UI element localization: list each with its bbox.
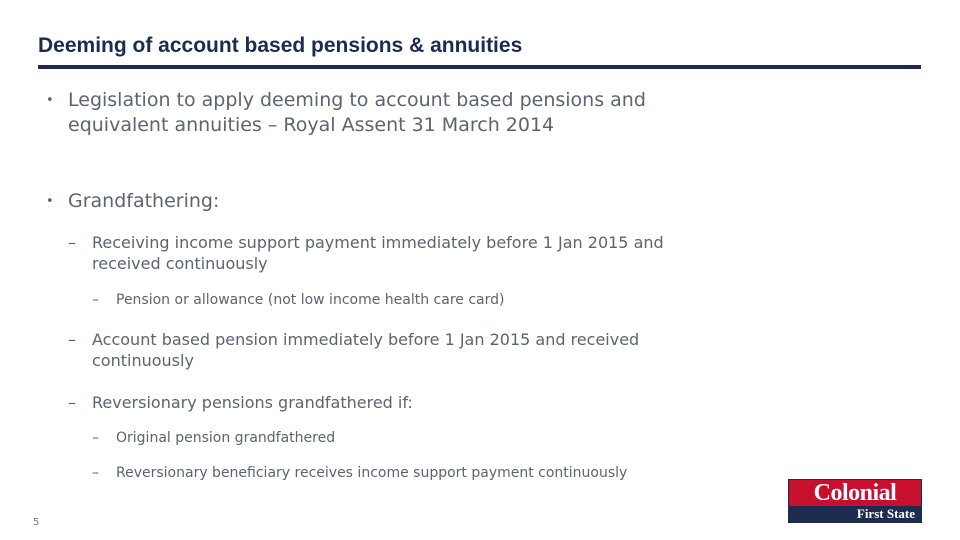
sub-sub-bullet-text: Original pension grandfathered	[116, 430, 336, 446]
logo-wordmark-top: Colonial	[789, 480, 921, 506]
sub-sub-bullet-text: Pension or allowance (not low income health care card)	[116, 292, 505, 308]
sub-bullet-text-line1: Account based pension immediately before 1 Jan 2015 and received	[92, 330, 640, 349]
dash-marker: –	[68, 393, 76, 412]
dash-marker: –	[68, 330, 76, 349]
bullet-text-line2: equivalent annuities – Royal Assent 31 March 2014	[68, 114, 555, 136]
sub-bullet-text: Reversionary pensions grandfathered if:	[92, 393, 413, 412]
bullet-legislation	[46, 88, 646, 138]
bullet-text: Grandfathering:	[68, 190, 220, 212]
sub-bullet-text-line2: continuously	[92, 351, 194, 370]
sub-sub-bullet-pension-allowance	[92, 291, 505, 310]
title-underline	[38, 65, 921, 69]
sub-sub-bullet-reversionary-beneficiary	[92, 464, 628, 483]
bullet-text-line1: Legislation to apply deeming to account based pensions and	[68, 89, 646, 111]
sub-bullet-income-support	[68, 232, 664, 274]
bullet-marker: •	[46, 194, 54, 209]
sub-bullet-text-line2: received continuously	[92, 254, 268, 273]
sub-sub-bullet-text: Reversionary beneficiary receives income support payment continuously	[116, 465, 628, 481]
slide-title: Deeming of account based pensions & annuities	[38, 34, 523, 57]
page-number: 5	[33, 517, 40, 528]
bullet-grandfathering	[46, 189, 220, 214]
sub-bullet-reversionary	[68, 392, 413, 413]
dash-marker: –	[92, 292, 99, 308]
bullet-marker: •	[46, 93, 54, 108]
sub-sub-bullet-original-pension	[92, 429, 336, 448]
dash-marker: –	[68, 233, 76, 252]
dash-marker: –	[92, 465, 99, 481]
colonial-first-state-logo	[788, 479, 922, 523]
sub-bullet-text-line1: Receiving income support payment immediately before 1 Jan 2015 and	[92, 233, 664, 252]
dash-marker: –	[92, 430, 99, 446]
sub-bullet-account-based	[68, 329, 640, 371]
logo-wordmark-bottom: First State	[789, 506, 921, 522]
